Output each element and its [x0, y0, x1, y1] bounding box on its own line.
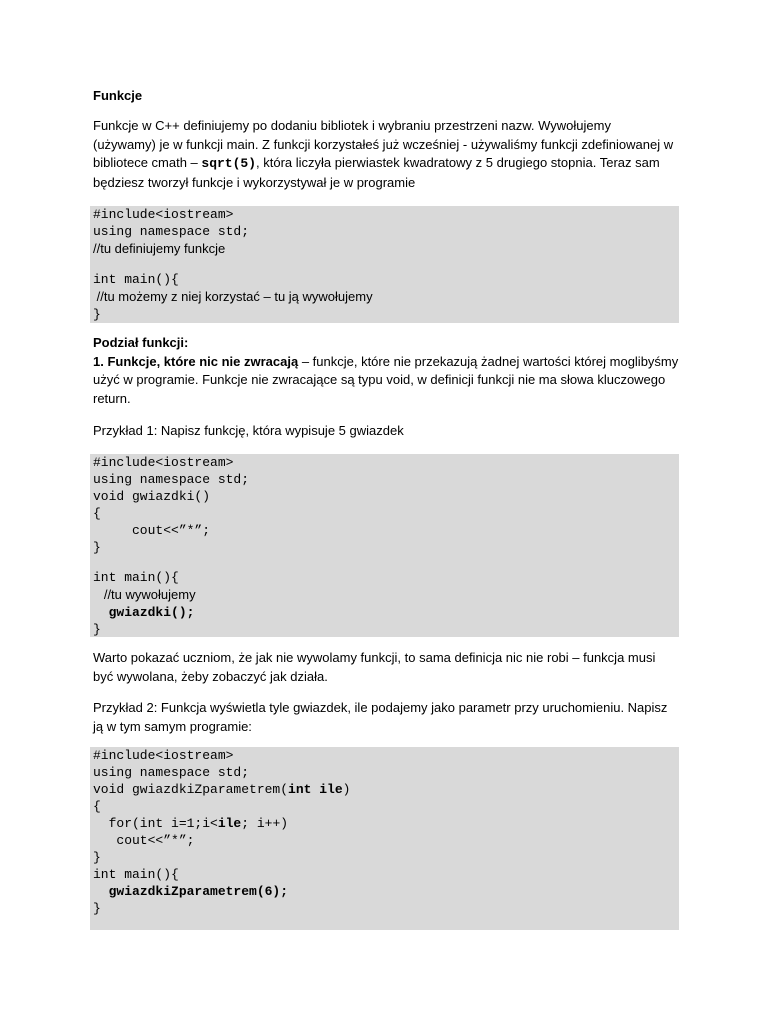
code-line: void gwiazdkiZparametrem(int ile)	[93, 782, 351, 797]
intro-line: Funkcje w C++ definiujemy po dodaniu bibliotek i wybraniu przestrzeni nazw. Wywołujemy	[93, 118, 611, 133]
note-line: być wywolana, żeby zobaczyć jak działa.	[93, 668, 328, 684]
section-line	[93, 353, 683, 372]
code-line: }	[93, 307, 101, 322]
example-line: Przykład 2: Funkcja wyświetla tyle gwiazdek, ile podajemy jako parametr przy uruchomieniu. Napisz	[93, 700, 668, 715]
code-line: #include<iostream>	[93, 748, 234, 763]
intro-text: , która liczyła pierwiastek kwadratowy z 5 drugiego stopnia. Teraz sam	[256, 155, 660, 170]
item-text: – funkcje, które nie przekazują żadnej wartości której moglibyśmy	[298, 353, 679, 369]
inline-code: sqrt(5)	[201, 156, 257, 171]
code-line	[93, 604, 679, 621]
code-comment: //tu wywołujemy	[93, 587, 196, 602]
code-line	[93, 883, 679, 900]
code-block-1	[90, 206, 679, 323]
section-title: Podział funkcji:	[93, 335, 189, 350]
code-line: cout<<”*”;	[93, 833, 195, 848]
code-line: for(int i=1;i<ile; i++)	[93, 816, 289, 831]
item-title: 1. Funkcje, które nic nie zwracają	[93, 353, 299, 369]
example-2-paragraph	[93, 699, 683, 736]
intro-line: (używamy) je w funkcji main. Z funkcji korzystałeś już wcześniej - używaliśmy funkcji zdefiniowanej w	[93, 136, 674, 152]
section-line: użyć w programie. Funkcje nie zwracające są typu void, w definicji funkcji nie ma słowa kluczowego	[93, 372, 666, 387]
intro-paragraph	[93, 117, 683, 192]
function-call: gwiazdki();	[108, 605, 195, 620]
code-line: }	[93, 622, 101, 637]
code-line: #include<iostream>	[93, 455, 234, 470]
code-comment: //tu możemy z niej korzystać – tu ją wywołujemy	[93, 289, 373, 304]
intro-text: bibliotece cmath –	[93, 155, 202, 170]
page-title: Funkcje	[93, 88, 143, 103]
code-line: {	[93, 799, 101, 814]
code-line: #include<iostream>	[93, 207, 234, 222]
code-block-3	[90, 747, 679, 930]
code-line: int main(){	[93, 570, 179, 585]
code-line: using namespace std;	[93, 224, 250, 239]
code-block-2	[90, 454, 679, 637]
intro-line	[93, 154, 683, 174]
example-line: ją w tym samym programie:	[93, 718, 252, 734]
code-line: }	[93, 901, 101, 916]
note-paragraph	[93, 649, 683, 686]
code-line: {	[93, 506, 101, 521]
example-1-text: Przykład 1: Napisz funkcję, która wypisuje 5 gwiazdek	[93, 423, 404, 438]
code-line: }	[93, 540, 101, 555]
code-line: int main(){	[93, 272, 179, 287]
section-paragraph	[93, 334, 683, 408]
function-call: gwiazdkiZparametrem(6);	[108, 884, 289, 899]
code-line: cout<<”*”;	[93, 523, 211, 538]
code-comment: //tu definiujemy funkcje	[93, 241, 226, 256]
code-line: void gwiazdki()	[93, 489, 211, 504]
code-line: }	[93, 850, 101, 865]
code-line: int main(){	[93, 867, 179, 882]
code-line: using namespace std;	[93, 472, 250, 487]
intro-line: będziesz tworzył funkcje i wykorzystywał je w programie	[93, 174, 416, 190]
note-line: Warto pokazać uczniom, że jak nie wywolamy funkcji, to sama definicja nic nie robi – funkcja musi	[93, 650, 656, 665]
section-line: return.	[93, 390, 131, 406]
code-line: using namespace std;	[93, 765, 250, 780]
